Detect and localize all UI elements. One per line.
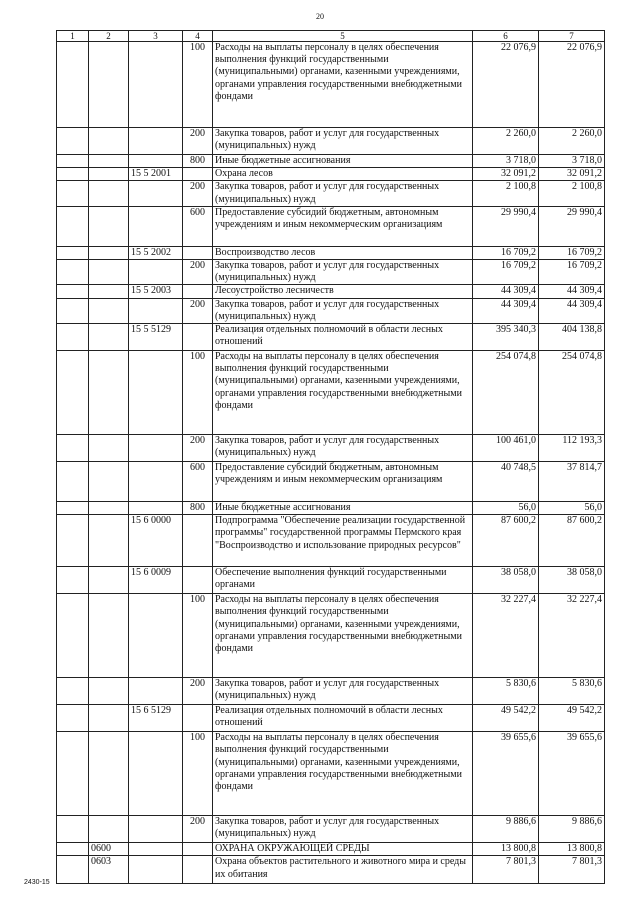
section-code-cell	[89, 42, 129, 128]
section-code-cell	[89, 351, 129, 435]
target-article-cell	[129, 816, 183, 843]
amount-col7-cell: 7 801,3	[539, 856, 605, 884]
row-col1-cell	[57, 594, 89, 678]
section-code-cell	[89, 705, 129, 732]
item-name-cell: Обеспечение выполнения функций государственными органами	[213, 567, 473, 594]
expense-type-cell	[183, 843, 213, 856]
footer-document-code: 2430-15	[24, 879, 50, 886]
amount-col7-cell: 22 076,9	[539, 42, 605, 128]
row-col1-cell	[57, 285, 89, 298]
section-code-cell	[89, 206, 129, 246]
item-name-cell: Предоставление субсидий бюджетным, автономным учреждениям и иным некоммерческим организациям	[213, 462, 473, 502]
section-code-cell	[89, 260, 129, 285]
amount-col7-cell: 13 800,8	[539, 843, 605, 856]
table-row	[57, 594, 605, 678]
column-header: 5	[213, 31, 473, 42]
amount-col7-cell: 49 542,2	[539, 705, 605, 732]
target-article-cell	[129, 298, 183, 323]
item-name-cell: Охрана объектов растительного и животного мира и среды их обитания	[213, 856, 473, 884]
column-header: 1	[57, 31, 89, 42]
column-header: 4	[183, 31, 213, 42]
target-article-cell	[129, 181, 183, 206]
expense-type-cell: 200	[183, 816, 213, 843]
row-col1-cell	[57, 246, 89, 259]
table-row	[57, 206, 605, 246]
target-article-cell	[129, 128, 183, 155]
amount-col6-cell: 44 309,4	[473, 298, 539, 323]
table-row	[57, 351, 605, 435]
expense-type-cell	[183, 567, 213, 594]
row-col1-cell	[57, 351, 89, 435]
item-name-cell: Предоставление субсидий бюджетным, автономным учреждениям и иным некоммерческим организациям	[213, 206, 473, 246]
amount-col7-cell: 3 718,0	[539, 155, 605, 168]
table-row	[57, 816, 605, 843]
row-col1-cell	[57, 298, 89, 323]
row-col1-cell	[57, 462, 89, 502]
expense-type-cell	[183, 856, 213, 884]
amount-col7-cell: 16 709,2	[539, 246, 605, 259]
amount-col6-cell: 39 655,6	[473, 732, 539, 816]
row-col1-cell	[57, 515, 89, 567]
amount-col7-cell: 254 074,8	[539, 351, 605, 435]
row-col1-cell	[57, 732, 89, 816]
expense-type-cell: 100	[183, 351, 213, 435]
amount-col6-cell: 5 830,6	[473, 678, 539, 705]
row-col1-cell	[57, 206, 89, 246]
item-name-cell: Лесоустройство лесничеств	[213, 285, 473, 298]
table-row	[57, 856, 605, 884]
table-row	[57, 260, 605, 285]
row-col1-cell	[57, 843, 89, 856]
section-code-cell	[89, 128, 129, 155]
target-article-cell	[129, 42, 183, 128]
target-article-cell: 15 6 0000	[129, 515, 183, 567]
amount-col6-cell: 22 076,9	[473, 42, 539, 128]
table-row	[57, 128, 605, 155]
table-row	[57, 567, 605, 594]
row-col1-cell	[57, 705, 89, 732]
amount-col7-cell: 5 830,6	[539, 678, 605, 705]
amount-col7-cell: 32 091,2	[539, 168, 605, 181]
item-name-cell: Расходы на выплаты персоналу в целях обеспечения выполнения функций государственными (муниципальными) органами, казенными учреждениями, органами управления государственными внебюджетными фондами	[213, 594, 473, 678]
expense-type-cell: 100	[183, 732, 213, 816]
section-code-cell	[89, 168, 129, 181]
amount-col6-cell: 32 227,4	[473, 594, 539, 678]
table-row	[57, 435, 605, 462]
section-code-cell	[89, 816, 129, 843]
amount-col6-cell: 29 990,4	[473, 206, 539, 246]
expense-type-cell	[183, 705, 213, 732]
section-code-cell	[89, 678, 129, 705]
item-name-cell: Охрана лесов	[213, 168, 473, 181]
amount-col7-cell: 9 886,6	[539, 816, 605, 843]
amount-col7-cell: 44 309,4	[539, 298, 605, 323]
expense-type-cell: 200	[183, 435, 213, 462]
item-name-cell: Расходы на выплаты персоналу в целях обеспечения выполнения функций государственными (муниципальными) органами, казенными учреждениями, органами управления государственными внебюджетными фондами	[213, 42, 473, 128]
expense-type-cell: 200	[183, 260, 213, 285]
target-article-cell	[129, 594, 183, 678]
row-col1-cell	[57, 42, 89, 128]
row-col1-cell	[57, 324, 89, 351]
column-header: 2	[89, 31, 129, 42]
target-article-cell	[129, 155, 183, 168]
table-row	[57, 324, 605, 351]
expense-type-cell	[183, 246, 213, 259]
target-article-cell	[129, 678, 183, 705]
expense-type-cell: 200	[183, 181, 213, 206]
amount-col6-cell: 13 800,8	[473, 843, 539, 856]
table-row	[57, 42, 605, 128]
row-col1-cell	[57, 168, 89, 181]
amount-col7-cell: 112 193,3	[539, 435, 605, 462]
amount-col7-cell: 16 709,2	[539, 260, 605, 285]
amount-col7-cell: 2 260,0	[539, 128, 605, 155]
section-code-cell	[89, 567, 129, 594]
row-col1-cell	[57, 816, 89, 843]
amount-col6-cell: 38 058,0	[473, 567, 539, 594]
table-row	[57, 298, 605, 323]
amount-col6-cell: 44 309,4	[473, 285, 539, 298]
expense-type-cell	[183, 324, 213, 351]
amount-col7-cell: 38 058,0	[539, 567, 605, 594]
section-code-cell	[89, 732, 129, 816]
amount-col6-cell: 2 260,0	[473, 128, 539, 155]
amount-col6-cell: 87 600,2	[473, 515, 539, 567]
amount-col7-cell: 56,0	[539, 502, 605, 515]
table-row	[57, 181, 605, 206]
amount-col7-cell: 32 227,4	[539, 594, 605, 678]
table-row	[57, 732, 605, 816]
target-article-cell	[129, 260, 183, 285]
section-code-cell	[89, 285, 129, 298]
section-code-cell	[89, 324, 129, 351]
expense-type-cell: 100	[183, 594, 213, 678]
table-row	[57, 246, 605, 259]
target-article-cell: 15 6 0009	[129, 567, 183, 594]
target-article-cell	[129, 435, 183, 462]
amount-col6-cell: 32 091,2	[473, 168, 539, 181]
amount-col6-cell: 395 340,3	[473, 324, 539, 351]
target-article-cell	[129, 206, 183, 246]
expense-type-cell: 800	[183, 155, 213, 168]
row-col1-cell	[57, 678, 89, 705]
page-number: 20	[316, 12, 324, 21]
target-article-cell	[129, 732, 183, 816]
section-code-cell	[89, 462, 129, 502]
amount-col6-cell: 49 542,2	[473, 705, 539, 732]
table-row	[57, 168, 605, 181]
row-col1-cell	[57, 502, 89, 515]
item-name-cell: Закупка товаров, работ и услуг для государственных (муниципальных) нужд	[213, 435, 473, 462]
item-name-cell: Расходы на выплаты персоналу в целях обеспечения выполнения функций государственными (муниципальными) органами, казенными учреждениями, органами управления государственными внебюджетными фондами	[213, 732, 473, 816]
target-article-cell	[129, 856, 183, 884]
target-article-cell	[129, 462, 183, 502]
column-header: 3	[129, 31, 183, 42]
expense-type-cell: 200	[183, 298, 213, 323]
row-col1-cell	[57, 128, 89, 155]
budget-table	[56, 30, 605, 884]
amount-col6-cell: 40 748,5	[473, 462, 539, 502]
amount-col6-cell: 16 709,2	[473, 260, 539, 285]
item-name-cell: Иные бюджетные ассигнования	[213, 155, 473, 168]
amount-col6-cell: 3 718,0	[473, 155, 539, 168]
amount-col6-cell: 7 801,3	[473, 856, 539, 884]
section-code-cell	[89, 246, 129, 259]
table-row	[57, 515, 605, 567]
item-name-cell: Воспроизводство лесов	[213, 246, 473, 259]
table-row	[57, 285, 605, 298]
amount-col7-cell: 39 655,6	[539, 732, 605, 816]
section-code-cell: 0603	[89, 856, 129, 884]
target-article-cell: 15 5 2001	[129, 168, 183, 181]
section-code-cell	[89, 594, 129, 678]
amount-col7-cell: 87 600,2	[539, 515, 605, 567]
column-header: 7	[539, 31, 605, 42]
target-article-cell	[129, 843, 183, 856]
row-col1-cell	[57, 435, 89, 462]
row-col1-cell	[57, 567, 89, 594]
expense-type-cell: 100	[183, 42, 213, 128]
item-name-cell: Закупка товаров, работ и услуг для государственных (муниципальных) нужд	[213, 298, 473, 323]
item-name-cell: Закупка товаров, работ и услуг для государственных (муниципальных) нужд	[213, 816, 473, 843]
expense-type-cell: 200	[183, 678, 213, 705]
row-col1-cell	[57, 155, 89, 168]
item-name-cell: Закупка товаров, работ и услуг для государственных (муниципальных) нужд	[213, 260, 473, 285]
amount-col7-cell: 404 138,8	[539, 324, 605, 351]
amount-col7-cell: 44 309,4	[539, 285, 605, 298]
expense-type-cell: 800	[183, 502, 213, 515]
section-code-cell	[89, 298, 129, 323]
target-article-cell	[129, 502, 183, 515]
target-article-cell: 15 5 5129	[129, 324, 183, 351]
target-article-cell: 15 6 5129	[129, 705, 183, 732]
expense-type-cell: 200	[183, 128, 213, 155]
table-row	[57, 678, 605, 705]
amount-col6-cell: 56,0	[473, 502, 539, 515]
item-name-cell: Закупка товаров, работ и услуг для государственных (муниципальных) нужд	[213, 678, 473, 705]
row-col1-cell	[57, 181, 89, 206]
section-code-cell: 0600	[89, 843, 129, 856]
expense-type-cell	[183, 515, 213, 567]
section-code-cell	[89, 515, 129, 567]
item-name-cell: Закупка товаров, работ и услуг для государственных (муниципальных) нужд	[213, 181, 473, 206]
section-code-cell	[89, 435, 129, 462]
item-name-cell: Реализация отдельных полномочий в области лесных отношений	[213, 324, 473, 351]
table-row	[57, 705, 605, 732]
table-row	[57, 502, 605, 515]
amount-col7-cell: 37 814,7	[539, 462, 605, 502]
item-name-cell: Иные бюджетные ассигнования	[213, 502, 473, 515]
item-name-cell: Реализация отдельных полномочий в области лесных отношений	[213, 705, 473, 732]
table-row	[57, 462, 605, 502]
expense-type-cell	[183, 168, 213, 181]
section-code-cell	[89, 181, 129, 206]
expense-type-cell: 600	[183, 462, 213, 502]
item-name-cell: Закупка товаров, работ и услуг для государственных (муниципальных) нужд	[213, 128, 473, 155]
table-row	[57, 155, 605, 168]
amount-col6-cell: 100 461,0	[473, 435, 539, 462]
amount-col6-cell: 254 074,8	[473, 351, 539, 435]
section-code-cell	[89, 502, 129, 515]
target-article-cell: 15 5 2002	[129, 246, 183, 259]
row-col1-cell	[57, 856, 89, 884]
item-name-cell: Расходы на выплаты персоналу в целях обеспечения выполнения функций государственными (муниципальными) органами, казенными учреждениями, органами управления государственными внебюджетными фондами	[213, 351, 473, 435]
expense-type-cell: 600	[183, 206, 213, 246]
item-name-cell: Подпрограмма "Обеспечение реализации государственной программы" государственной программы Пермского края "Воспроизводство и использование природных ресурсов"	[213, 515, 473, 567]
item-name-cell: ОХРАНА ОКРУЖАЮЩЕЙ СРЕДЫ	[213, 843, 473, 856]
section-code-cell	[89, 155, 129, 168]
row-col1-cell	[57, 260, 89, 285]
amount-col6-cell: 2 100,8	[473, 181, 539, 206]
column-header: 6	[473, 31, 539, 42]
expense-type-cell	[183, 285, 213, 298]
amount-col7-cell: 2 100,8	[539, 181, 605, 206]
column-number-row	[57, 31, 605, 42]
table-row	[57, 843, 605, 856]
target-article-cell: 15 5 2003	[129, 285, 183, 298]
target-article-cell	[129, 351, 183, 435]
amount-col6-cell: 16 709,2	[473, 246, 539, 259]
amount-col6-cell: 9 886,6	[473, 816, 539, 843]
amount-col7-cell: 29 990,4	[539, 206, 605, 246]
